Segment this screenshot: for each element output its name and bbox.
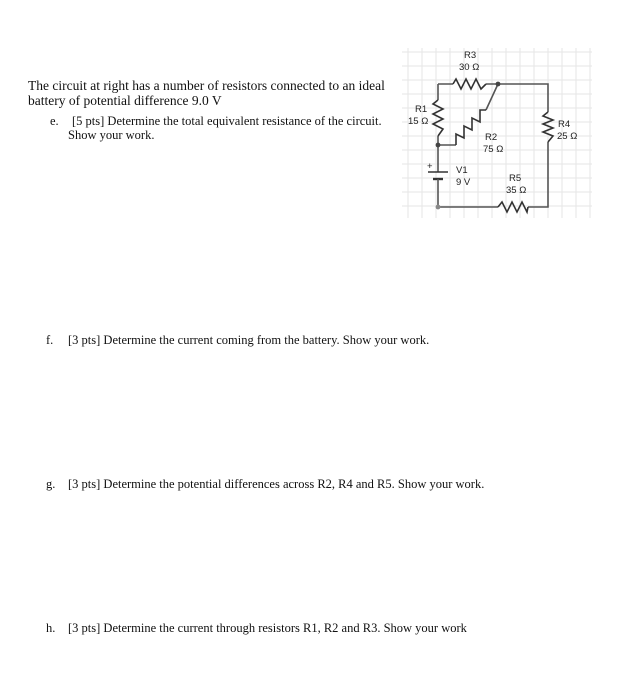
v1-name-label: V1: [456, 165, 468, 176]
question-g-text: [3 pts] Determine the potential differences across R2, R4 and R5. Show your work.: [68, 477, 485, 491]
node-left-middle: [436, 143, 441, 148]
question-e-line-2: Show your work.: [68, 128, 155, 142]
r4-value-label: 25 Ω: [557, 131, 578, 142]
question-g-letter: g.: [46, 477, 56, 491]
resistor-r2: [456, 110, 486, 145]
intro-line-2: battery of potential difference 9.0 V: [28, 93, 222, 108]
resistor-r1: [433, 100, 443, 136]
question-f-letter: f.: [46, 333, 54, 347]
r2-name-label: R2: [485, 132, 498, 143]
r5-name-label: R5: [509, 173, 522, 184]
r3-name-label: R3: [464, 50, 477, 61]
node-top-right: [496, 82, 501, 87]
v1-value-label: 9 V: [456, 177, 471, 188]
question-e-line-1: [5 pts] Determine the total equivalent resistance of the circuit.: [72, 114, 382, 128]
resistor-r5: [498, 202, 528, 212]
question-f: [46, 333, 429, 347]
r2-value-label: 75 Ω: [483, 144, 504, 155]
question-h-text: [3 pts] Determine the current through resistors R1, R2 and R3. Show your work: [68, 621, 467, 635]
wire-right-lower: [528, 142, 548, 207]
r1-name-label: R1: [415, 104, 428, 115]
node-ground: [436, 205, 441, 210]
problem-intro: [28, 78, 408, 108]
question-g: [46, 477, 484, 491]
r4-name-label: R4: [558, 119, 571, 130]
intro-line-1: The circuit at right has a number of resistors connected to an ideal: [28, 78, 385, 93]
question-h: [46, 621, 467, 635]
wire-bottom: [438, 187, 498, 207]
v1-plus-label: +: [427, 161, 433, 172]
question-f-text: [3 pts] Determine the current coming from the battery. Show your work.: [68, 333, 430, 347]
r1-value-label: 15 Ω: [408, 116, 429, 127]
r5-value-label: 35 Ω: [506, 185, 527, 196]
circuit-diagram: [398, 40, 593, 220]
r3-value-label: 30 Ω: [459, 62, 480, 73]
question-e: [50, 114, 395, 142]
question-e-letter: e.: [50, 114, 59, 128]
question-h-letter: h.: [46, 621, 56, 635]
